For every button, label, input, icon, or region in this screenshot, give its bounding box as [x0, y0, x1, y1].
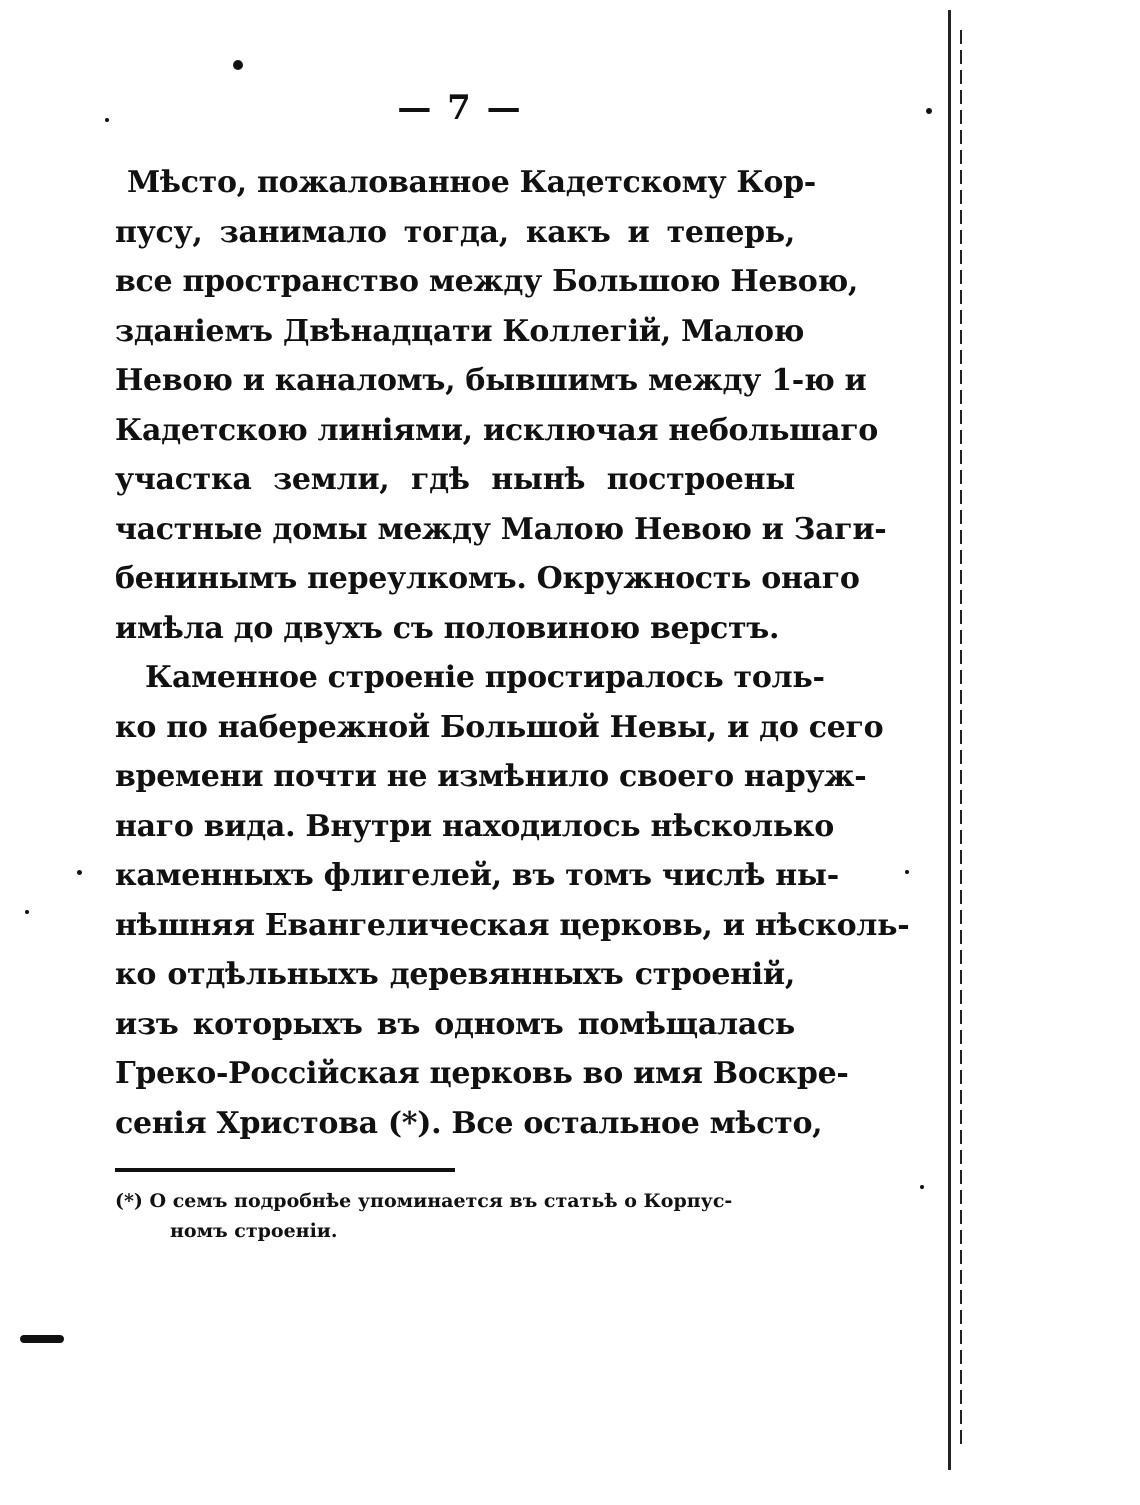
binding-line [948, 10, 951, 1470]
ink-speck [233, 60, 243, 70]
footnote-line: (*) О семъ подробнѣе упоминается въ статьѣ о Корпус- [115, 1190, 733, 1212]
text-line: Греко-Россійская церковь во имя Воскре- [115, 1056, 849, 1091]
ink-speck [905, 870, 909, 874]
text-line: времени почти не измѣнило своего наруж- [115, 759, 867, 794]
ink-speck [25, 910, 29, 914]
text-line: нѣшняя Евангелическая церковь, и нѣсколь- [115, 907, 910, 943]
text-line: изъ которыхъ въ одномъ помѣщалась [115, 1006, 795, 1042]
text-line: пусу, занимало тогда, какъ и теперь, [115, 214, 795, 250]
text-line: Мѣсто, пожалованное Кадетскому Кор- [127, 165, 816, 200]
text-line: бенинымъ переулкомъ. Окружность онаго [115, 561, 860, 596]
text-line: ко отдѣльныхъ деревянныхъ строеній, [115, 957, 795, 992]
text-line: каменныхъ флигелей, въ томъ числѣ ны- [115, 858, 839, 893]
ink-speck [920, 1185, 924, 1189]
ink-speck [77, 870, 82, 875]
footnote-line: номъ строеніи. [170, 1220, 338, 1242]
body-text [115, 158, 910, 1148]
page-binding-edge [944, 10, 980, 1470]
ink-speck [105, 118, 109, 122]
margin-mark [20, 1335, 64, 1343]
text-line: участка земли, гдѣ нынѣ построены [115, 462, 795, 497]
text-line: Кадетскою линіями, исключая небольшаго [115, 412, 879, 448]
text-line: частные домы между Малою Невою и Заги- [115, 511, 887, 547]
footnote-rule [115, 1168, 455, 1172]
text-line: ко по набережной Большой Невы, и до сего [115, 709, 884, 745]
page-number-header: — 7 — [397, 88, 523, 128]
text-line: сенія Христова (*). Все остальное мѣсто, [115, 1105, 823, 1141]
text-line: зданіемъ Двѣнадцати Коллегій, Малою [115, 313, 805, 349]
ink-speck [926, 108, 932, 114]
text-line: все пространство между Большою Невою, [115, 264, 859, 299]
text-line: Каменное строеніе простиралось толь- [145, 660, 825, 695]
binding-line-dashed [960, 30, 962, 1446]
text-line: наго вида. Внутри находилось нѣсколько [115, 808, 834, 844]
footnote [115, 1186, 815, 1246]
text-line: имѣла до двухъ съ половиною верстъ. [115, 610, 780, 646]
text-line: Невою и каналомъ, бывшимъ между 1-ю и [115, 363, 867, 398]
